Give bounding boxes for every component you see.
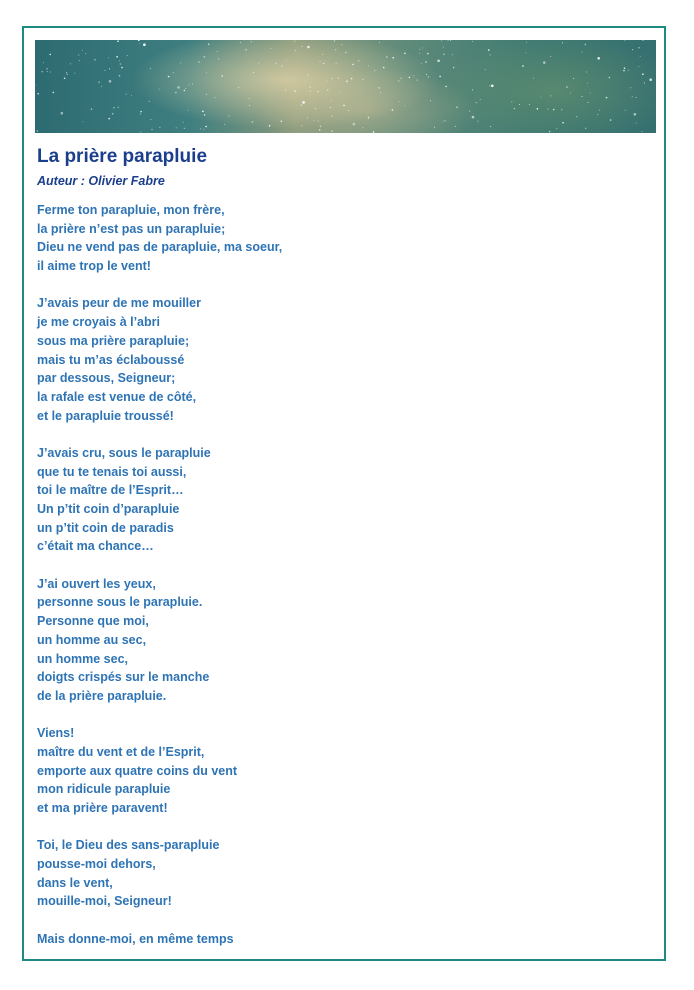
poem-stanza bbox=[37, 575, 637, 706]
poem-line: doigts crispés sur le manche bbox=[37, 670, 210, 685]
poem-line: c’était ma chance… bbox=[37, 539, 154, 554]
poem-line: mouille-moi, Seigneur! bbox=[37, 894, 172, 909]
poem-line: et ma prière paravent! bbox=[37, 801, 168, 815]
poem-line: Dieu ne vend pas de parapluie, ma soeur, bbox=[37, 240, 283, 255]
poem-stanza bbox=[37, 836, 637, 911]
poem-line: Un p’tit coin d’parapluie bbox=[37, 502, 180, 516]
poem-stanza bbox=[37, 444, 637, 556]
poem-line: maître du vent et de l’Esprit, bbox=[37, 744, 205, 759]
poem-line: pousse-moi dehors, bbox=[37, 857, 156, 872]
poem-stanza bbox=[37, 294, 637, 425]
poem-body bbox=[37, 201, 637, 967]
poem-line: par dessous, Seigneur; bbox=[37, 371, 176, 386]
poem-line: emporte aux quatre coins du vent bbox=[37, 763, 238, 778]
poem-line: mais tu m’as éclaboussé bbox=[37, 352, 185, 367]
poem-line: de la prière parapluie. bbox=[37, 688, 167, 703]
poem-line: Mais donne-moi, en même temps bbox=[37, 931, 234, 946]
poem-stanza bbox=[37, 930, 637, 949]
poem-line: personne sous le parapluie. bbox=[37, 595, 203, 610]
poem-line: je me croyais à l’abri bbox=[37, 315, 160, 330]
stars-layer bbox=[35, 40, 656, 133]
poem-line: que tu te tenais toi aussi, bbox=[37, 464, 187, 479]
poem-line: un p’tit coin de paradis bbox=[37, 520, 174, 535]
poem-line: J’avais peur de me mouiller bbox=[37, 296, 201, 311]
poem-title: La prière parapluie bbox=[37, 146, 208, 167]
poem-line: Personne que moi, bbox=[37, 614, 149, 629]
poem-line: et le parapluie troussé! bbox=[37, 408, 174, 423]
poem-line: il aime trop le vent! bbox=[37, 259, 151, 274]
poem-line: mon ridicule parapluie bbox=[37, 782, 171, 797]
poem-line: dans le vent, bbox=[37, 875, 113, 890]
poem-stanza bbox=[37, 201, 637, 276]
poem-stanza bbox=[37, 724, 637, 817]
poem-line: J’avais cru, sous le parapluie bbox=[37, 445, 211, 460]
poem-author: Auteur : Olivier Fabre bbox=[37, 174, 165, 188]
starry-sky-banner-image bbox=[35, 40, 656, 133]
poem-line: la prière n’est pas un parapluie; bbox=[37, 221, 226, 236]
poem-line: Toi, le Dieu des sans-parapluie bbox=[37, 838, 220, 853]
poem-line: un homme au sec, bbox=[37, 632, 147, 647]
poem-line: un homme sec, bbox=[37, 651, 128, 666]
poem-line: la rafale est venue de côté, bbox=[37, 389, 197, 404]
poem-line: toi le maître de l’Esprit… bbox=[37, 483, 184, 498]
poem-line: J’ai ouvert les yeux, bbox=[37, 576, 156, 591]
poem-line: sous ma prière parapluie; bbox=[37, 333, 190, 348]
poem-line: Viens! bbox=[37, 726, 75, 741]
poem-line: Ferme ton parapluie, mon frère, bbox=[37, 203, 225, 217]
